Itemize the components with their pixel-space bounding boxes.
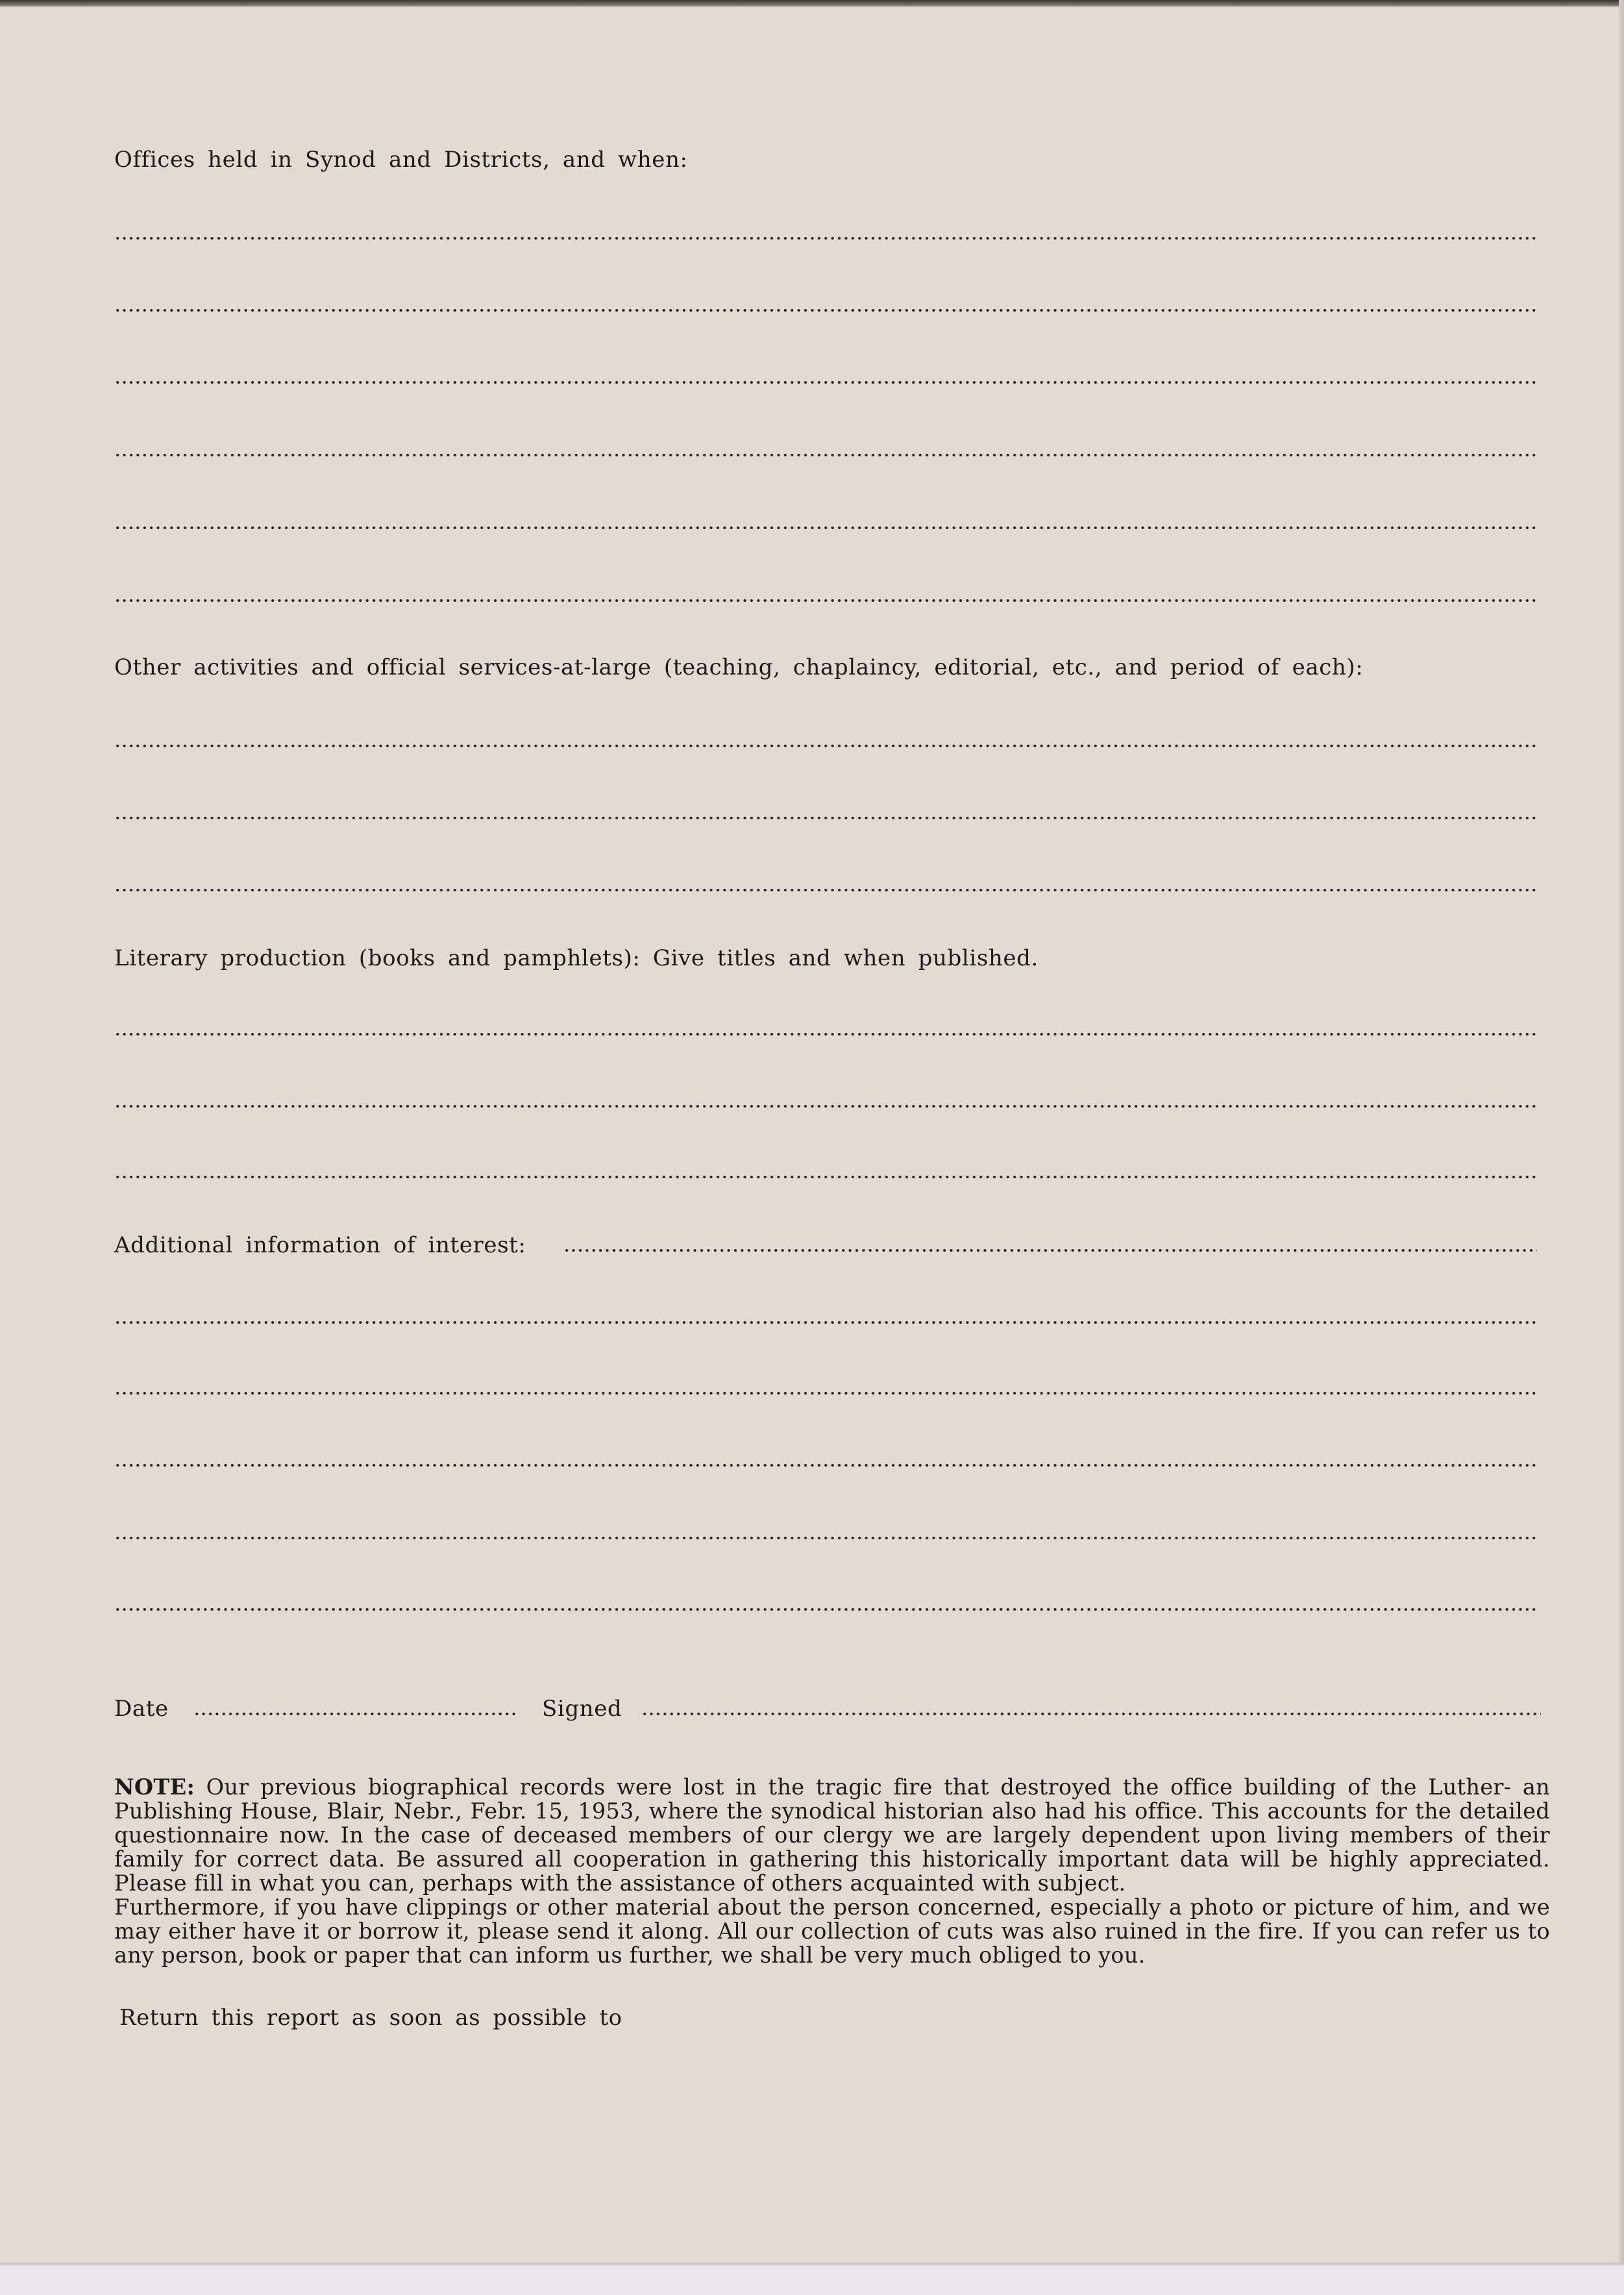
additional-inline-line[interactable] (563, 1248, 1537, 1252)
note-line: Furthermore, if you have clippings or other material about the person concerned, especially a photo or picture of him, (114, 1894, 1461, 1920)
activities-line-3[interactable] (114, 888, 1537, 892)
offices-line-5[interactable] (114, 526, 1537, 530)
additional-line-1[interactable] (114, 1321, 1537, 1324)
note-line: an Publishing House, Blair, Nebr., Febr. 15, 1953, where the synodical historian also had his office. This accounts for (114, 1774, 1551, 1824)
offices-line-1[interactable] (114, 236, 1537, 240)
offices-heading: Offices held in Synod and Districts, and when: (114, 147, 688, 173)
literary-line-2[interactable] (114, 1104, 1537, 1108)
page-bottom-edge (0, 2263, 1624, 2265)
note-paragraph (114, 1775, 1550, 1967)
additional-line-4[interactable] (114, 1536, 1537, 1540)
literary-heading: Literary production (books and pamphlets): Give titles and when published. (114, 945, 1039, 971)
note-line: Our previous biographical records were lost in the tragic fire that destroyed the office building of the Luther- (206, 1774, 1512, 1800)
literary-line-1[interactable] (114, 1032, 1537, 1036)
offices-line-3[interactable] (114, 380, 1537, 384)
return-instruction: Return this report as soon as possible to (119, 2005, 622, 2031)
note-line: the detailed questionnaire now. In the case of deceased members of our clergy we are largely dependent upon living (114, 1798, 1551, 1848)
literary-line-3[interactable] (114, 1175, 1537, 1179)
page-top-edge (0, 0, 1624, 6)
note-line: be highly appreciated. Please fill in what you can, perhaps with the assistance of others acquainted with subject. (114, 1846, 1550, 1896)
activities-line-1[interactable] (114, 744, 1537, 748)
offices-line-4[interactable] (114, 453, 1537, 457)
note-label: NOTE: (114, 1774, 195, 1800)
signature-line[interactable] (641, 1712, 1541, 1716)
note-line: and we may either have it or borrow it, please send it along. All our collection of cuts was also ruined in the fire. (114, 1894, 1550, 1944)
signed-label: Signed (542, 1696, 622, 1722)
activities-heading: Other activities and official services-at-large (teaching, chaplaincy, editorial, etc., and period of each): (114, 654, 1364, 680)
additional-line-3[interactable] (114, 1463, 1537, 1467)
activities-line-2[interactable] (114, 816, 1537, 820)
date-label: Date (114, 1696, 169, 1722)
note-line: members of their family for correct data. Be assured all cooperation in gathering this historically important data will (114, 1822, 1550, 1872)
note-line: If you can refer us to any person, book or paper that can inform us further, we shall be very much obliged to you. (114, 1918, 1550, 1968)
date-line[interactable] (193, 1712, 519, 1716)
offices-line-6[interactable] (114, 599, 1537, 602)
page-right-edge (1619, 0, 1624, 2263)
additional-heading: Additional information of interest: (114, 1232, 526, 1258)
additional-line-2[interactable] (114, 1391, 1537, 1395)
offices-line-2[interactable] (114, 308, 1537, 312)
additional-line-5[interactable] (114, 1607, 1537, 1611)
